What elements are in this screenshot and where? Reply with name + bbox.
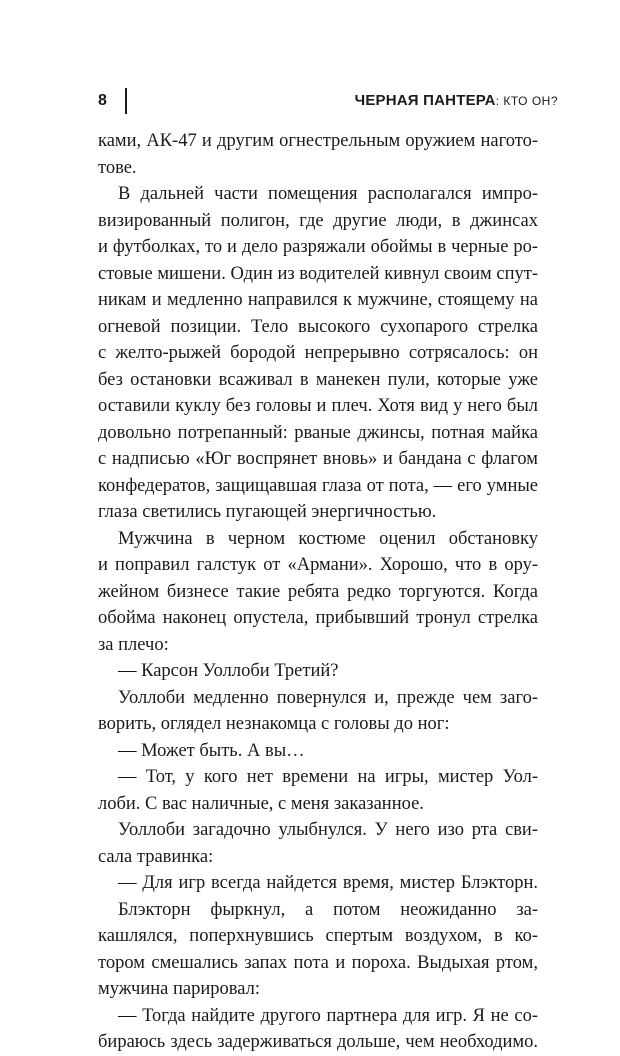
text-line: жейном бизнесе такие ребята редко торгуются. Когда — [98, 581, 538, 602]
running-title — [355, 92, 558, 109]
text-line: Блэкторн фыркнул, а потом неожиданно за- — [118, 899, 538, 920]
text-line: с надписью «Юг воспрянет вновь» и бандана с флагом — [98, 449, 538, 469]
text-line: визированный полигон, где другие люди, в джинсах — [98, 210, 538, 231]
text-line: глаза светились пугающей энергичностью. — [98, 502, 437, 522]
text-line: оставили куклу без головы и плеч. Хотя вид у него был — [98, 396, 538, 416]
running-header — [98, 88, 558, 118]
text-line: обойма наконец опустела, прибывший тронул стрелка — [98, 608, 538, 628]
text-line: с желто-рыжей бородой непрерывно сотрясалось: он — [98, 343, 538, 363]
text-line: тором смешались запах пота и пороха. Выдыхая ртом, — [98, 952, 538, 973]
text-line: — Для игр всегда найдется время, мистер Блэкторн. — [118, 873, 538, 893]
text-line: В дальней части помещения располагался импро- — [118, 184, 538, 204]
text-line: Мужчина в черном костюме оценил обстановку — [118, 528, 538, 549]
text-line: и футболках, то и дело разряжали обоймы в черные ро- — [98, 237, 538, 257]
text-line: Уоллоби медленно повернулся и, прежде чем заго- — [118, 687, 538, 708]
text-line: ками, АК-47 и другим огнестрельным оружием нагото- — [98, 131, 538, 151]
book-subtitle: : КТО ОН? — [495, 94, 558, 108]
text-line: конфедератов, защищавшая глаза от пота, — его умные — [98, 475, 538, 496]
text-line: и поправил галстук от «Армани». Хорошо, что в ору- — [98, 555, 538, 575]
text-line: огневой позиции. Тело высокого сухопарого стрелка — [98, 316, 538, 337]
text-line: никам и медленно направился к мужчине, стоящему на — [98, 290, 538, 310]
text-line: сала травинка: — [98, 846, 214, 867]
text-line: стовые мишени. Один из водителей кивнул своим спут- — [98, 263, 538, 284]
text-line: — Тот, у кого нет времени на игры, мистер Уол- — [118, 767, 538, 787]
text-line: мужчина парировал: — [98, 979, 260, 999]
text-line: довольно потрепанный: рваные джинсы, потная майка — [98, 422, 538, 443]
header-divider — [125, 88, 127, 114]
text-line: за плечо: — [98, 634, 169, 655]
text-line: — Карсон Уоллоби Третий? — [118, 661, 339, 681]
text-line: бираюсь здесь задерживаться дольше, чем необходимо. — [98, 1032, 538, 1052]
text-line: кашлялся, поперхнувшись спертым воздухом, в ко- — [98, 926, 538, 946]
text-line: ворить, оглядел незнакомца с головы до ног: — [98, 714, 450, 734]
page-number: 8 — [98, 92, 107, 109]
text-line: — Может быть. А вы… — [118, 740, 305, 761]
body-text — [98, 128, 538, 1056]
text-line: лоби. С вас наличные, с меня заказанное. — [98, 793, 424, 814]
book-title: ЧЕРНАЯ ПАНТЕРА — [354, 92, 496, 109]
text-line: тове. — [98, 157, 137, 178]
text-line: Уоллоби загадочно улыбнулся. У него изо рта сви- — [118, 820, 538, 840]
text-line: без остановки всаживал в манекен пули, которые уже — [98, 369, 538, 390]
text-line: — Тогда найдите другого партнера для игр. Я не со- — [118, 1005, 538, 1026]
